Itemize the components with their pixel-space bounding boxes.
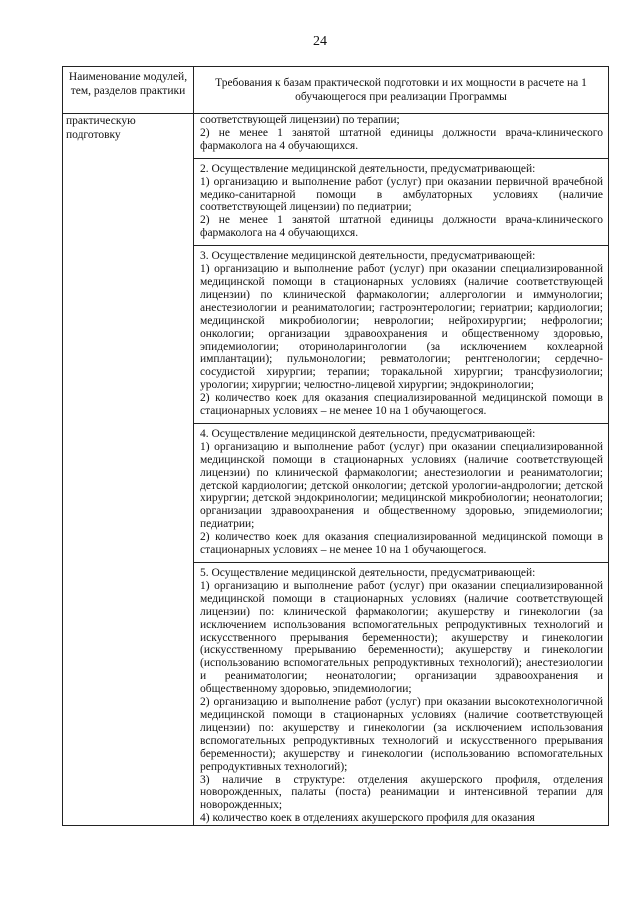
requirement-line: 2) организацию и выполнение работ (услуг) при оказании высокотехнологичной медицинской помощи в стационарных условиях (наличие соответствующей лицензии) по: акушерству и гинекологии (за исключением использования вспомогательных репродуктивных технологий и искусственного прерывания беременности); акушерству и гинекологии (использованию вспомогательных репродуктивных технологий); <box>200 696 603 773</box>
requirement-line: 2) не менее 1 занятой штатной единицы должности врача-клинического фармаколога на 4 обучающихся. <box>200 126 603 152</box>
requirement-block-2 <box>194 158 608 245</box>
requirement-line: 4) количество коек в отделениях акушерского профиля для оказания <box>200 812 535 825</box>
requirement-line: 1) организацию и выполнение работ (услуг) при оказании специализированной медицинской помощи в стационарных условиях (наличие соответствующей лицензии) по клинической фармакологии; аллергологии и иммунологии; анестезиологии и реаниматологии; гастроэнтерологии; гериатрии; кардиологии; медицинской микробиологии; неврологии; нейрохирургии; нефрологии; онкологии; организации здравоохранения и общественному здоровью, эпидемиологии; оториноларингологии (за исключением кохлеарной имплантации); пульмонологии; ревматологии; рентгенологии; сердечно-сосудистой хирургии; терапии; торакальной хирургии; трансфузиологии; урологии; хирургии; челюстно-лицевой хирургии; эндокринологии; <box>200 263 603 392</box>
requirements-cell <box>194 114 609 826</box>
requirement-block-1 <box>194 114 608 158</box>
requirement-line: соответствующей лицензии) по терапии; <box>200 114 400 126</box>
requirement-line: 3) наличие в структуре: отделения акушерского профиля, отделения новорожденных, палаты (поста) реанимации и интенсивной терапии для новорожденных; <box>200 773 603 812</box>
requirement-line: 2) количество коек для оказания специализированной медицинской помощи в стационарных условиях – не менее 10 на 1 обучающегося. <box>200 531 603 557</box>
requirement-block-5 <box>194 562 608 825</box>
requirements-table <box>62 66 609 826</box>
requirement-heading: 5. Осуществление медицинской деятельности, предусматривающей: <box>200 567 536 579</box>
requirement-line: 1) организацию и выполнение работ (услуг) при оказании первичной врачебной медико-санитарной помощи в амбулаторных условиях (наличие соответствующей лицензии) по педиатрии; <box>200 175 603 214</box>
header-col-requirements: Требования к базам практической подготовки и их мощности в расчете на 1 обучающегося при реализации Программы <box>194 67 609 114</box>
header-col-modules: Наименование модулей, тем, разделов практики <box>63 67 194 114</box>
table-header-row <box>63 67 609 114</box>
requirement-line: 2) количество коек для оказания специализированной медицинской помощи в стационарных условиях – не менее 10 на 1 обучающегося. <box>200 392 603 418</box>
requirement-heading: 3. Осуществление медицинской деятельности, предусматривающей: <box>200 250 536 263</box>
requirement-heading: 2. Осуществление медицинской деятельности, предусматривающей: <box>200 162 536 175</box>
requirement-line: 1) организацию и выполнение работ (услуг) при оказании специализированной медицинской помощи в стационарных условиях (наличие соответствующей лицензии) по: клинической фармакологии; акушерству и гинекологии (за исключением использования вспомогательных репродуктивных технологий и искусственного прерывания беременности); акушерству и гинекологии (искусственному прерыванию беременности); акушерству и гинекологии (использованию вспомогательных репродуктивных технологий); анестезиологии и реаниматологии; неонатологии; организации здравоохранения и общественному здоровью, эпидемиологии; <box>200 579 603 696</box>
requirement-line: 1) организацию и выполнение работ (услуг) при оказании специализированной медицинской помощи в стационарных условиях (наличие соответствующей лицензии) по клинической фармакологии; анестезиологии и реаниматологии; детской кардиологии; детской онкологии; детской урологии-андрологии; детской хирургии; детской эндокринологии; медицинской микробиологии; неонатологии; организации здравоохранения и общественному здоровью, эпидемиологии; педиатрии; <box>200 440 603 531</box>
requirement-block-3 <box>194 245 608 423</box>
module-cell: практическую подготовку <box>63 114 194 826</box>
requirement-block-4 <box>194 423 608 562</box>
requirement-line: 2) не менее 1 занятой штатной единицы должности врача-клинического фармаколога на 4 обучающихся. <box>200 214 603 240</box>
table-row <box>63 114 609 826</box>
page-number: 24 <box>313 34 327 49</box>
requirement-heading: 4. Осуществление медицинской деятельности, предусматривающей: <box>200 427 536 440</box>
